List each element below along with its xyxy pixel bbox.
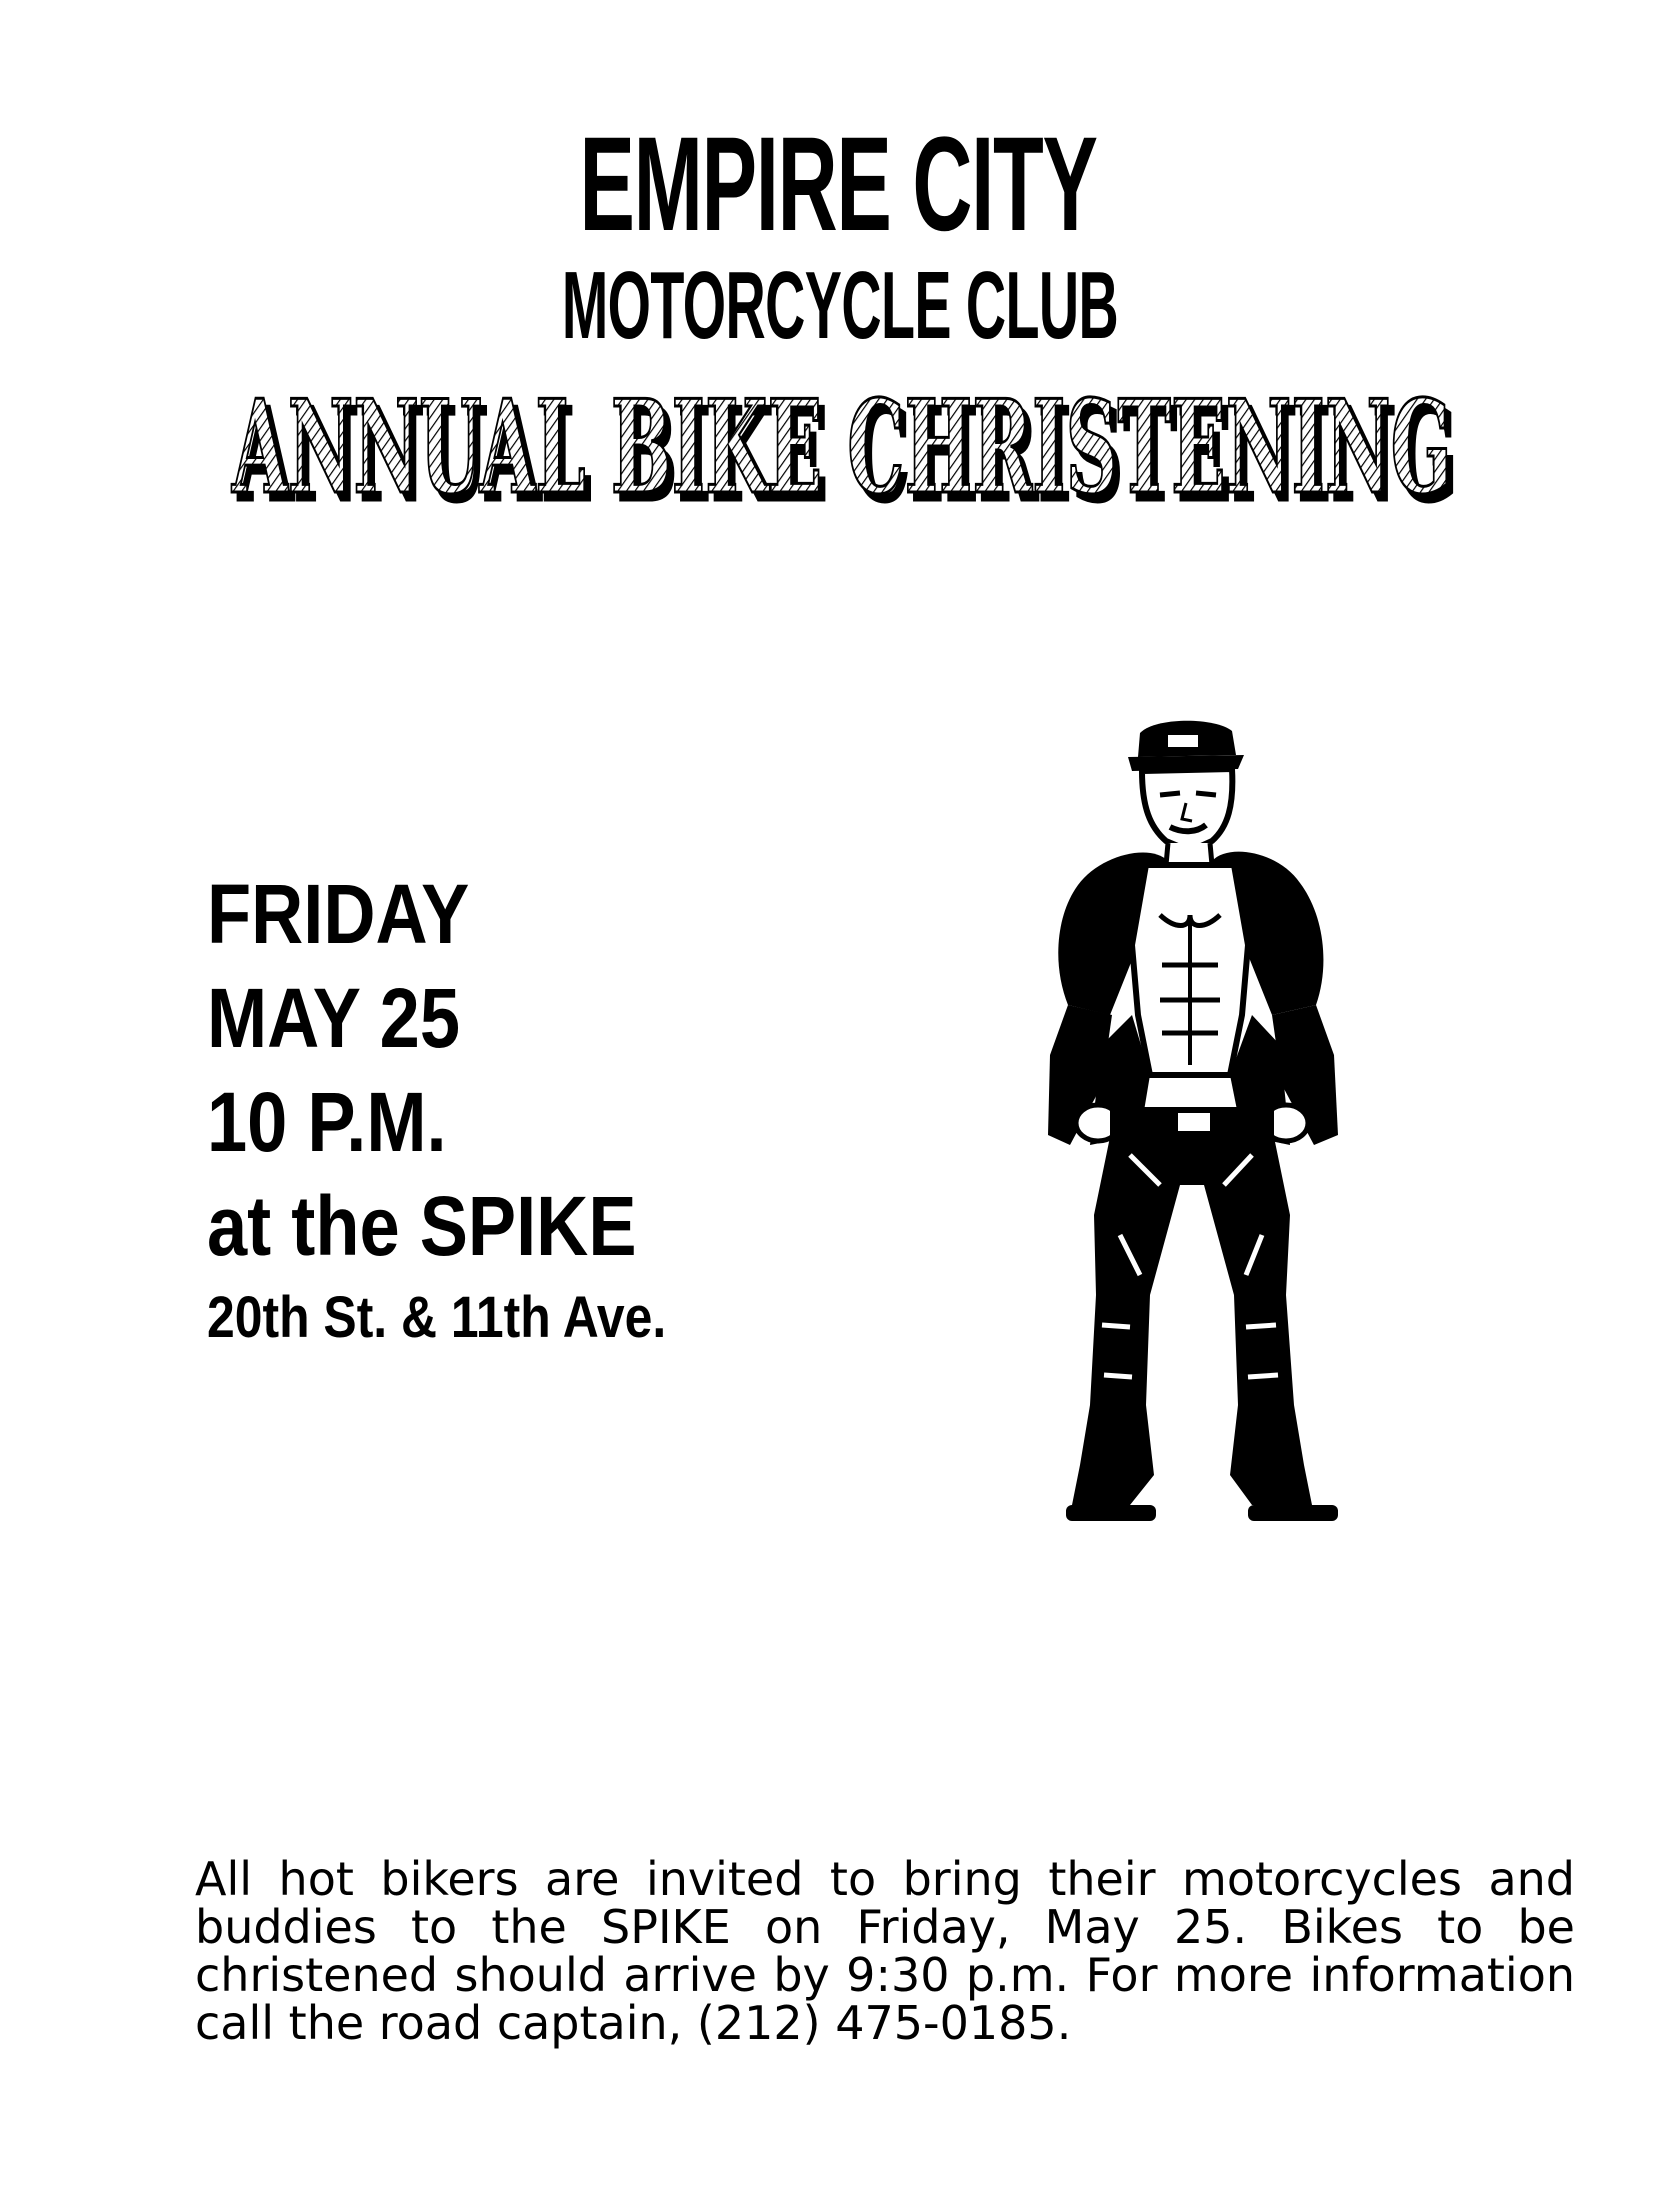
info-line: buddies to the SPIKE on Friday, May 25. Bikes to be: [195, 1900, 1575, 1954]
event-venue: at the SPIKE: [207, 1179, 637, 1273]
info-line: christened should arrive by 9:30 p.m. For more information: [195, 1948, 1575, 2002]
event-title-shadow: ANNUAL BIKE CHRISTENING: [237, 381, 1459, 531]
info-line: All hot bikers are invited to bring their motorcycles and: [195, 1852, 1575, 1906]
club-subheading: MOTORCYCLE CLUB: [561, 252, 1119, 359]
info-paragraph: [195, 1852, 1575, 2050]
event-title: [222, 372, 1462, 532]
biker-illustration: [990, 715, 1380, 1545]
event-day: FRIDAY: [207, 867, 470, 961]
event-address: 20th St. & 11th Ave.: [207, 1285, 667, 1350]
event-title-text: ANNUAL BIKE CHRISTENING: [231, 373, 1453, 523]
event-date: MAY 25: [207, 971, 461, 1065]
info-line: call the road captain, (212) 475-0185.: [195, 1996, 1072, 2050]
club-name-heading: EMPIRE CITY: [579, 110, 1097, 259]
event-details: [207, 862, 907, 1356]
event-time: 10 P.M.: [207, 1075, 447, 1169]
